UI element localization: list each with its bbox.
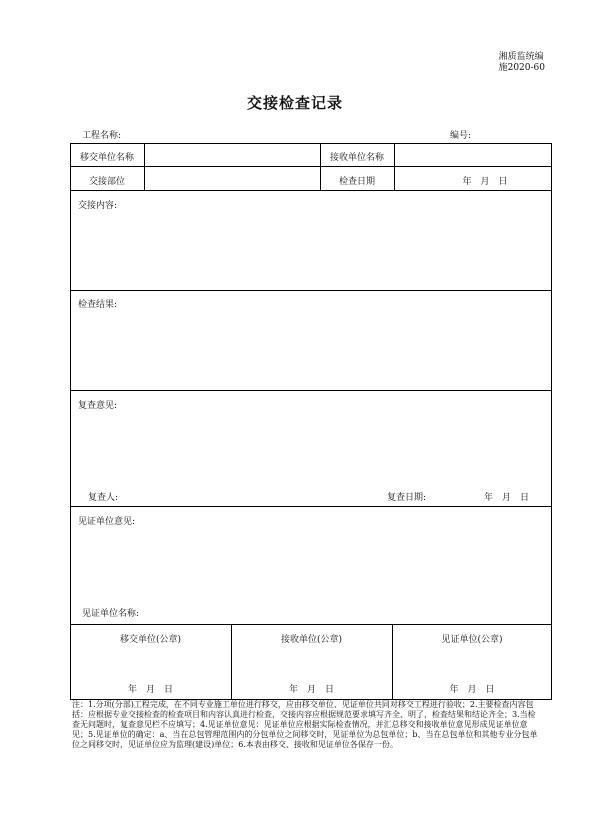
witness-opinion-field[interactable] (72, 528, 550, 602)
receive-seal-date[interactable]: 年 月 日 (288, 685, 334, 695)
divider (70, 624, 552, 625)
project-name-label: 工程名称: (82, 131, 122, 141)
divider (394, 143, 395, 190)
form-code-line2: 施2020-60 (498, 63, 545, 73)
page-title: 交接检查记录 (246, 94, 343, 112)
check-date-field[interactable]: 年 月 日 (462, 177, 508, 187)
check-result-label: 检查结果: (78, 300, 118, 310)
witness-seal-label: 见证单位(公章) (441, 635, 503, 645)
review-opinion-label: 复查意见: (78, 401, 118, 411)
receive-unit-field[interactable] (396, 145, 550, 165)
check-result-field[interactable] (72, 311, 550, 388)
handover-content-label: 交接内容: (78, 201, 118, 211)
divider (70, 506, 552, 507)
number-label: 编号: (450, 131, 472, 141)
transfer-unit-label: 移交单位名称 (79, 153, 134, 163)
transfer-seal-date[interactable]: 年 月 日 (127, 685, 173, 695)
divider (70, 166, 552, 167)
check-date-label: 检查日期 (338, 177, 375, 187)
form-code (499, 52, 545, 74)
divider (70, 190, 552, 191)
divider (144, 143, 145, 190)
transfer-unit-field[interactable] (146, 145, 318, 165)
divider (70, 390, 552, 391)
form-notes: 注：1.分项(分部)工程完成，在不同专业施工单位进行移交，应由移交单位、见证单位共同对移交工程进行验收；2.主要检查内容包括：应根据专业交接检查的检查项目和内容认真进行检查，交接内容应根据规范要求填写齐全、明了，检查结果和结论齐全；3.当检查无问题时，复查意见栏不应填写；4.见证单位意见：见证单位应根据实际检查情况，并汇总移交和接收单位意见形成见证单位意见；5.见证单位的确定：a、当在总包管理范围内的分包单位之间移交时，见证单位为总包单位；b、当在总包单位和其他专业分包单位之间移交时，见证单位应为监理(建设)单位；6.本表由移交、接收和见证单位各保存一份。 (72, 700, 538, 749)
handover-content-field[interactable] (72, 212, 550, 288)
review-opinion-field[interactable] (72, 412, 550, 486)
witness-seal-date[interactable]: 年 月 日 (449, 685, 495, 695)
reviewer-label: 复查人: (88, 493, 119, 503)
witness-opinion-label: 见证单位意见: (78, 517, 136, 527)
handover-part-label: 交接部位 (88, 177, 125, 187)
review-date-field[interactable]: 年 月 日 (484, 493, 530, 503)
divider (70, 290, 552, 291)
receive-unit-label: 接收单位名称 (329, 153, 384, 163)
review-date-label: 复查日期: (387, 493, 427, 503)
form-code-line1: 湘质监统编 (498, 52, 544, 62)
receive-seal-label: 接收单位(公章) (280, 635, 343, 645)
handover-part-field[interactable] (146, 168, 318, 188)
transfer-seal-label: 移交单位(公章) (119, 635, 182, 645)
witness-name-label: 见证单位名称: (82, 609, 140, 619)
